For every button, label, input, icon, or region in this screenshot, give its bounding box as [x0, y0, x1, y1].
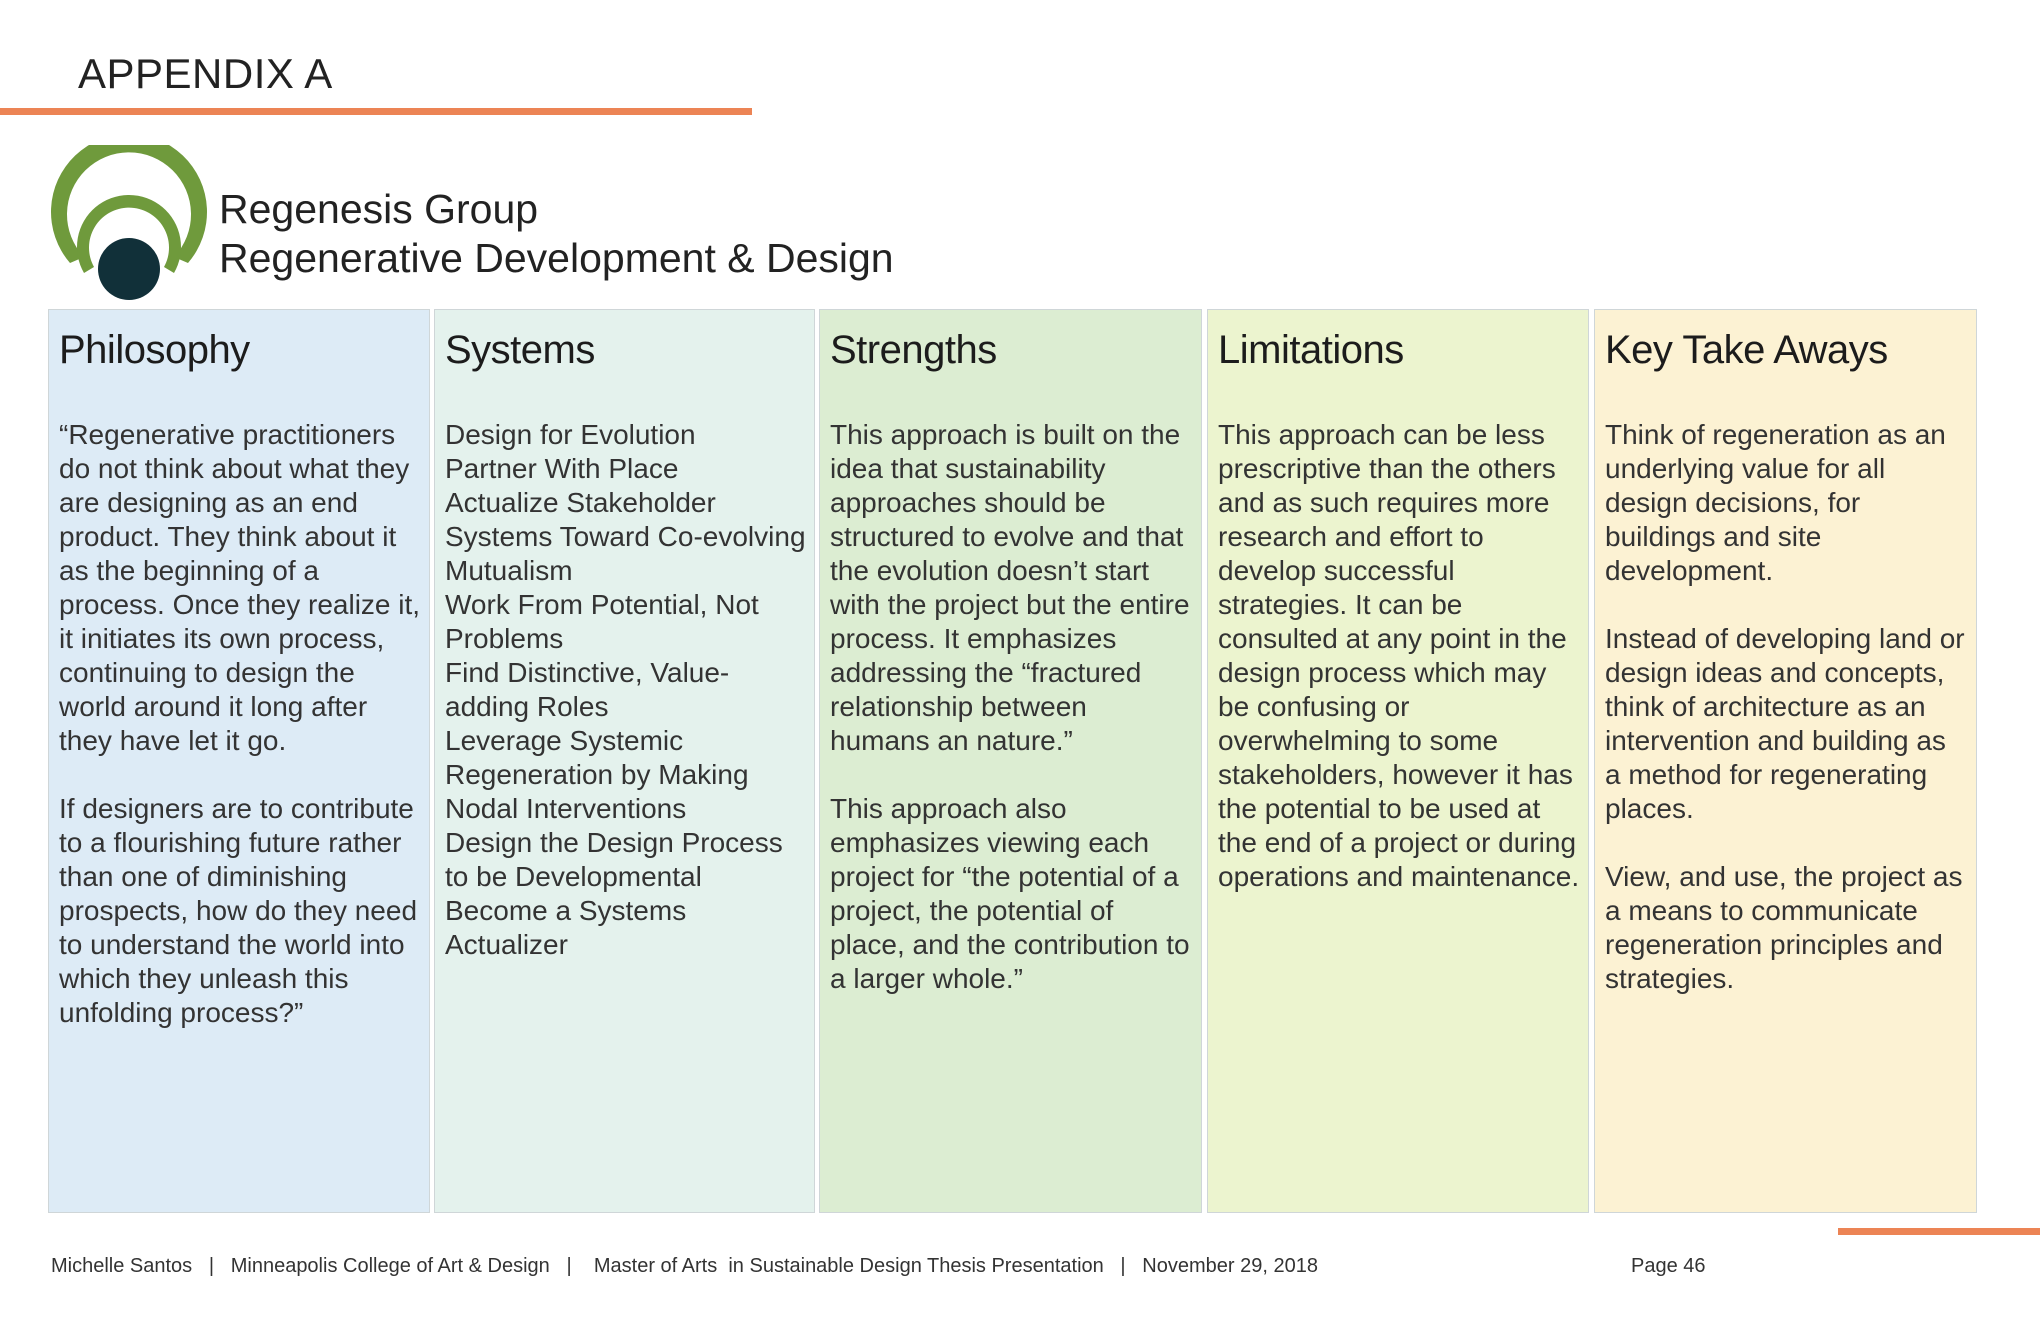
list-item: Actualize Stakeholder Systems Toward Co-evolving Mutualism: [445, 487, 806, 586]
bottom-accent-rule: [1838, 1228, 2040, 1235]
column-paragraph: If designers are to contribute to a flourishing future rather than one of diminishing prospects, how do they need to understand the world into which they unleash this unfolding process?”: [59, 793, 418, 1028]
column-paragraph: This approach can be less prescriptive than the others and as such requires more research and effort to develop successful strategies. It can be consulted at any point in the design process which may be confusing or overwhelming to some stakeholders, however it has the potential to be used at the end of a project or during operations and maintenance.: [1218, 419, 1580, 892]
organization-name: Regenesis Group: [219, 186, 539, 232]
column-paragraph: Think of regeneration as an underlying value for all design decisions, for buildings and site development.: [1605, 419, 1946, 586]
column-heading: Key Take Aways: [1605, 328, 1888, 372]
organization-subtitle: Regenerative Development & Design: [219, 235, 894, 281]
column-paragraph: View, and use, the project as a means to communicate regeneration principles and strategies.: [1605, 861, 1963, 994]
column-paragraph: This approach is built on the idea that sustainability approaches should be structured to evolve and that the evolution doesn’t start with the project but the entire process. It emphasizes addressing the “fractured relationship between humans an nature.”: [830, 419, 1190, 756]
footer-credits: Michelle Santos | Minneapolis College of Art & Design | Master of Arts in Sustainable Design Thesis Presentation | November 29, 2018: [51, 1255, 1318, 1277]
column-philosophy: [48, 309, 430, 1213]
column-body: [59, 418, 421, 1064]
page-number: Page 46: [1631, 1255, 1706, 1277]
column-paragraph: Instead of developing land or design ideas and concepts, think of architecture as an intervention and building as a method for regenerating places.: [1605, 623, 1965, 824]
list-item: Work From Potential, Not Problems: [445, 589, 759, 654]
organization-header: [219, 185, 894, 283]
column-heading: Limitations: [1218, 328, 1404, 372]
list-item: Design for Evolution: [445, 419, 696, 450]
column-paragraph: “Regenerative practitioners do not think about what they are designing as an end product. They think about it as the beginning of a process. Once they realize it, it initiates its own process, continuing to design the world around it long after they have let it go.: [59, 419, 421, 756]
list-item: Become a Systems Actualizer: [445, 895, 687, 960]
page-title: APPENDIX A: [78, 50, 333, 97]
list-item: Find Distinctive, Value-adding Roles: [445, 657, 730, 722]
column-body: [830, 418, 1193, 1030]
top-accent-rule: [0, 108, 752, 115]
systems-list: [445, 418, 806, 962]
regenesis-logo-icon: [48, 145, 210, 305]
comparison-columns: [48, 309, 1977, 1215]
column-body: [445, 418, 806, 962]
column-body: [1218, 418, 1580, 928]
logo-center-dot: [98, 238, 160, 300]
column-limitations: [1207, 309, 1589, 1213]
column-heading: Philosophy: [59, 328, 250, 372]
column-key-take-aways: [1594, 309, 1977, 1213]
column-heading: Systems: [445, 328, 595, 372]
list-item: Leverage Systemic Regeneration by Making Nodal Interventions: [445, 725, 749, 824]
column-paragraph: This approach also emphasizes viewing each project for “the potential of a project, the potential of place, and the contribution to a larger whole.”: [830, 793, 1190, 994]
list-item: Partner With Place: [445, 453, 679, 484]
column-heading: Strengths: [830, 328, 997, 372]
column-strengths: [819, 309, 1202, 1213]
list-item: Design the Design Process to be Developmental: [445, 827, 783, 892]
column-body: [1605, 418, 1968, 1030]
column-systems: [434, 309, 815, 1213]
